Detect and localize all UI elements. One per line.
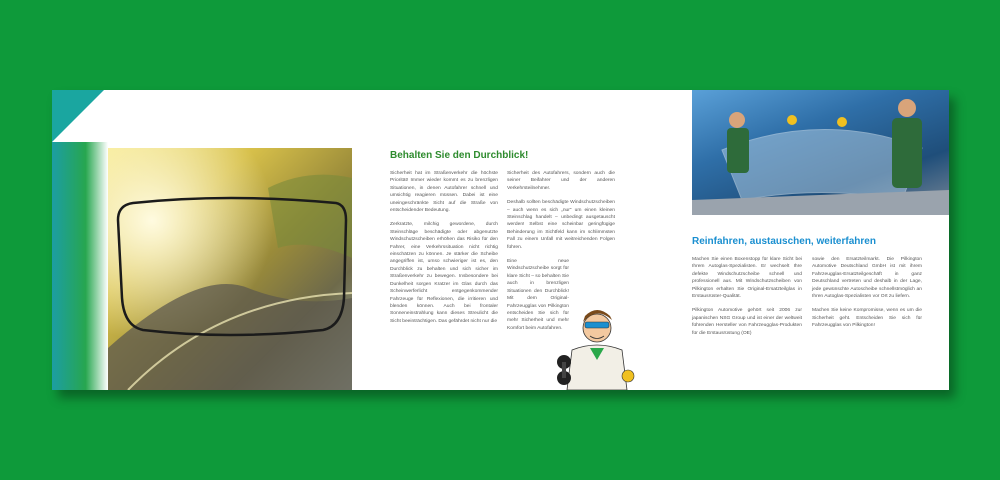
left-section-title: Behalten Sie den Durchblick! <box>390 150 529 161</box>
left-text-column-1 <box>390 170 498 332</box>
right-section-title: Reinfahren, austauschen, weiterfahren <box>692 236 876 247</box>
paragraph: Eine neue Windschutzscheibe sorgt für klare Sicht – so behalten Sie auch in brenzligen Situationen den Durchblick! Mit dem Original-Fahrzeugglas von Pilkington entscheiden Sie sich für mehr Sicherheit und mehr Komfort beim Autofahren. <box>507 259 569 331</box>
brochure-spread <box>52 90 949 390</box>
paragraph: Sicherheit des Autofahrers, sondern auch die seiner Beifahrer und der anderen Verkehrsteilnehmer. <box>507 171 615 191</box>
road-illustration <box>108 148 352 390</box>
paragraph: Zerkratzte, milchig gewordene, durch Steinschläge beschädigte oder abgenutzte Windschutzscheiben erhöhen das Risiko für den Fahrer, eine Verkehrssituation nicht richtig einschätzen zu können. Je stärker die Scheibe angegriffen ist, umso schwieriger ist es, den Durchblick zu behalten und sich sicher im Straßenverkehr zu bewegen. Insbesondere bei Dunkelheit sorgen Kratzer im Glas durch das Scheinwerferlicht entgegenkommender Fahrzeuge für Reflexionen, die irritieren und blenden können. Auch bei frontaler Sonneneinstrahlung kann dieses Streulicht die Sicht beeinträchtigen. Das gefährdet nicht nur die <box>390 222 498 324</box>
teal-corner-accent <box>52 90 104 142</box>
right-text-column-2 <box>812 256 922 337</box>
mechanic-mascot-illustration <box>552 300 642 390</box>
right-text-column-1 <box>692 256 802 344</box>
windshield-repair-photo <box>692 90 949 215</box>
paragraph: Sicherheit hat im Straßenverkehr die höchste Priorität! Immer wieder kommt es zu brenzligen Situationen, in denen Autofahrer schnell und umsichtig reagieren müssen. Dabei ist eine uneingeschränkte Sicht auf die Straße von entscheidender Bedeutung. <box>390 171 498 214</box>
paragraph: sowie den Ersatzteilmarkt. Die Pilkington Automotive Deutschland GmbH ist mit ihrem Fahrzeugglas-Ersatzteilgeschäft in ganz Deutschland vertreten und deshalb in der Lage, jede gewünschte Autoscheibe schnellstmöglich an Ihren Autoglas-Spezialisten vor Ort zu liefern. <box>812 257 922 300</box>
road-windshield-photo <box>108 148 352 390</box>
paragraph: Pilkington Automotive gehört seit 2006 zur japanischen NSG Group und ist einer der weltweit führenden Hersteller von Fahrzeugglas-Produkten für die Erstausrüstung (OE) <box>692 308 802 336</box>
paragraph: Machen Sie einen Boxenstopp für klare Sicht bei Ihrem Autoglas-Spezialisten. Er wechselt Ihre defekte Windschutzscheibe schnell und professionell aus. Mit Windschutzscheiben von Pilkington erhalten Sie Original-Ersatzteilglas in Erstausrüster-Qualität. <box>692 257 802 300</box>
paragraph: Machen Sie keine Kompromisse, wenn es um die Sicherheit geht. Entscheiden Sie sich für Fahrzeugglas von Pilkington! <box>812 308 922 329</box>
technicians-illustration <box>692 90 949 215</box>
paragraph: Deshalb sollten beschädigte Windschutzscheiben – auch wenn es sich „nur“ um einen kleinen Steinschlag handelt – unbedingt ausgetauscht werden! Selbst eine scheinbar geringfügige Behinderung im Sichtfeld kann im schlimmsten Fall zu einem Unfall mit weitreichenden Folgen führen. <box>507 200 615 250</box>
gradient-side-stripe <box>52 142 108 390</box>
